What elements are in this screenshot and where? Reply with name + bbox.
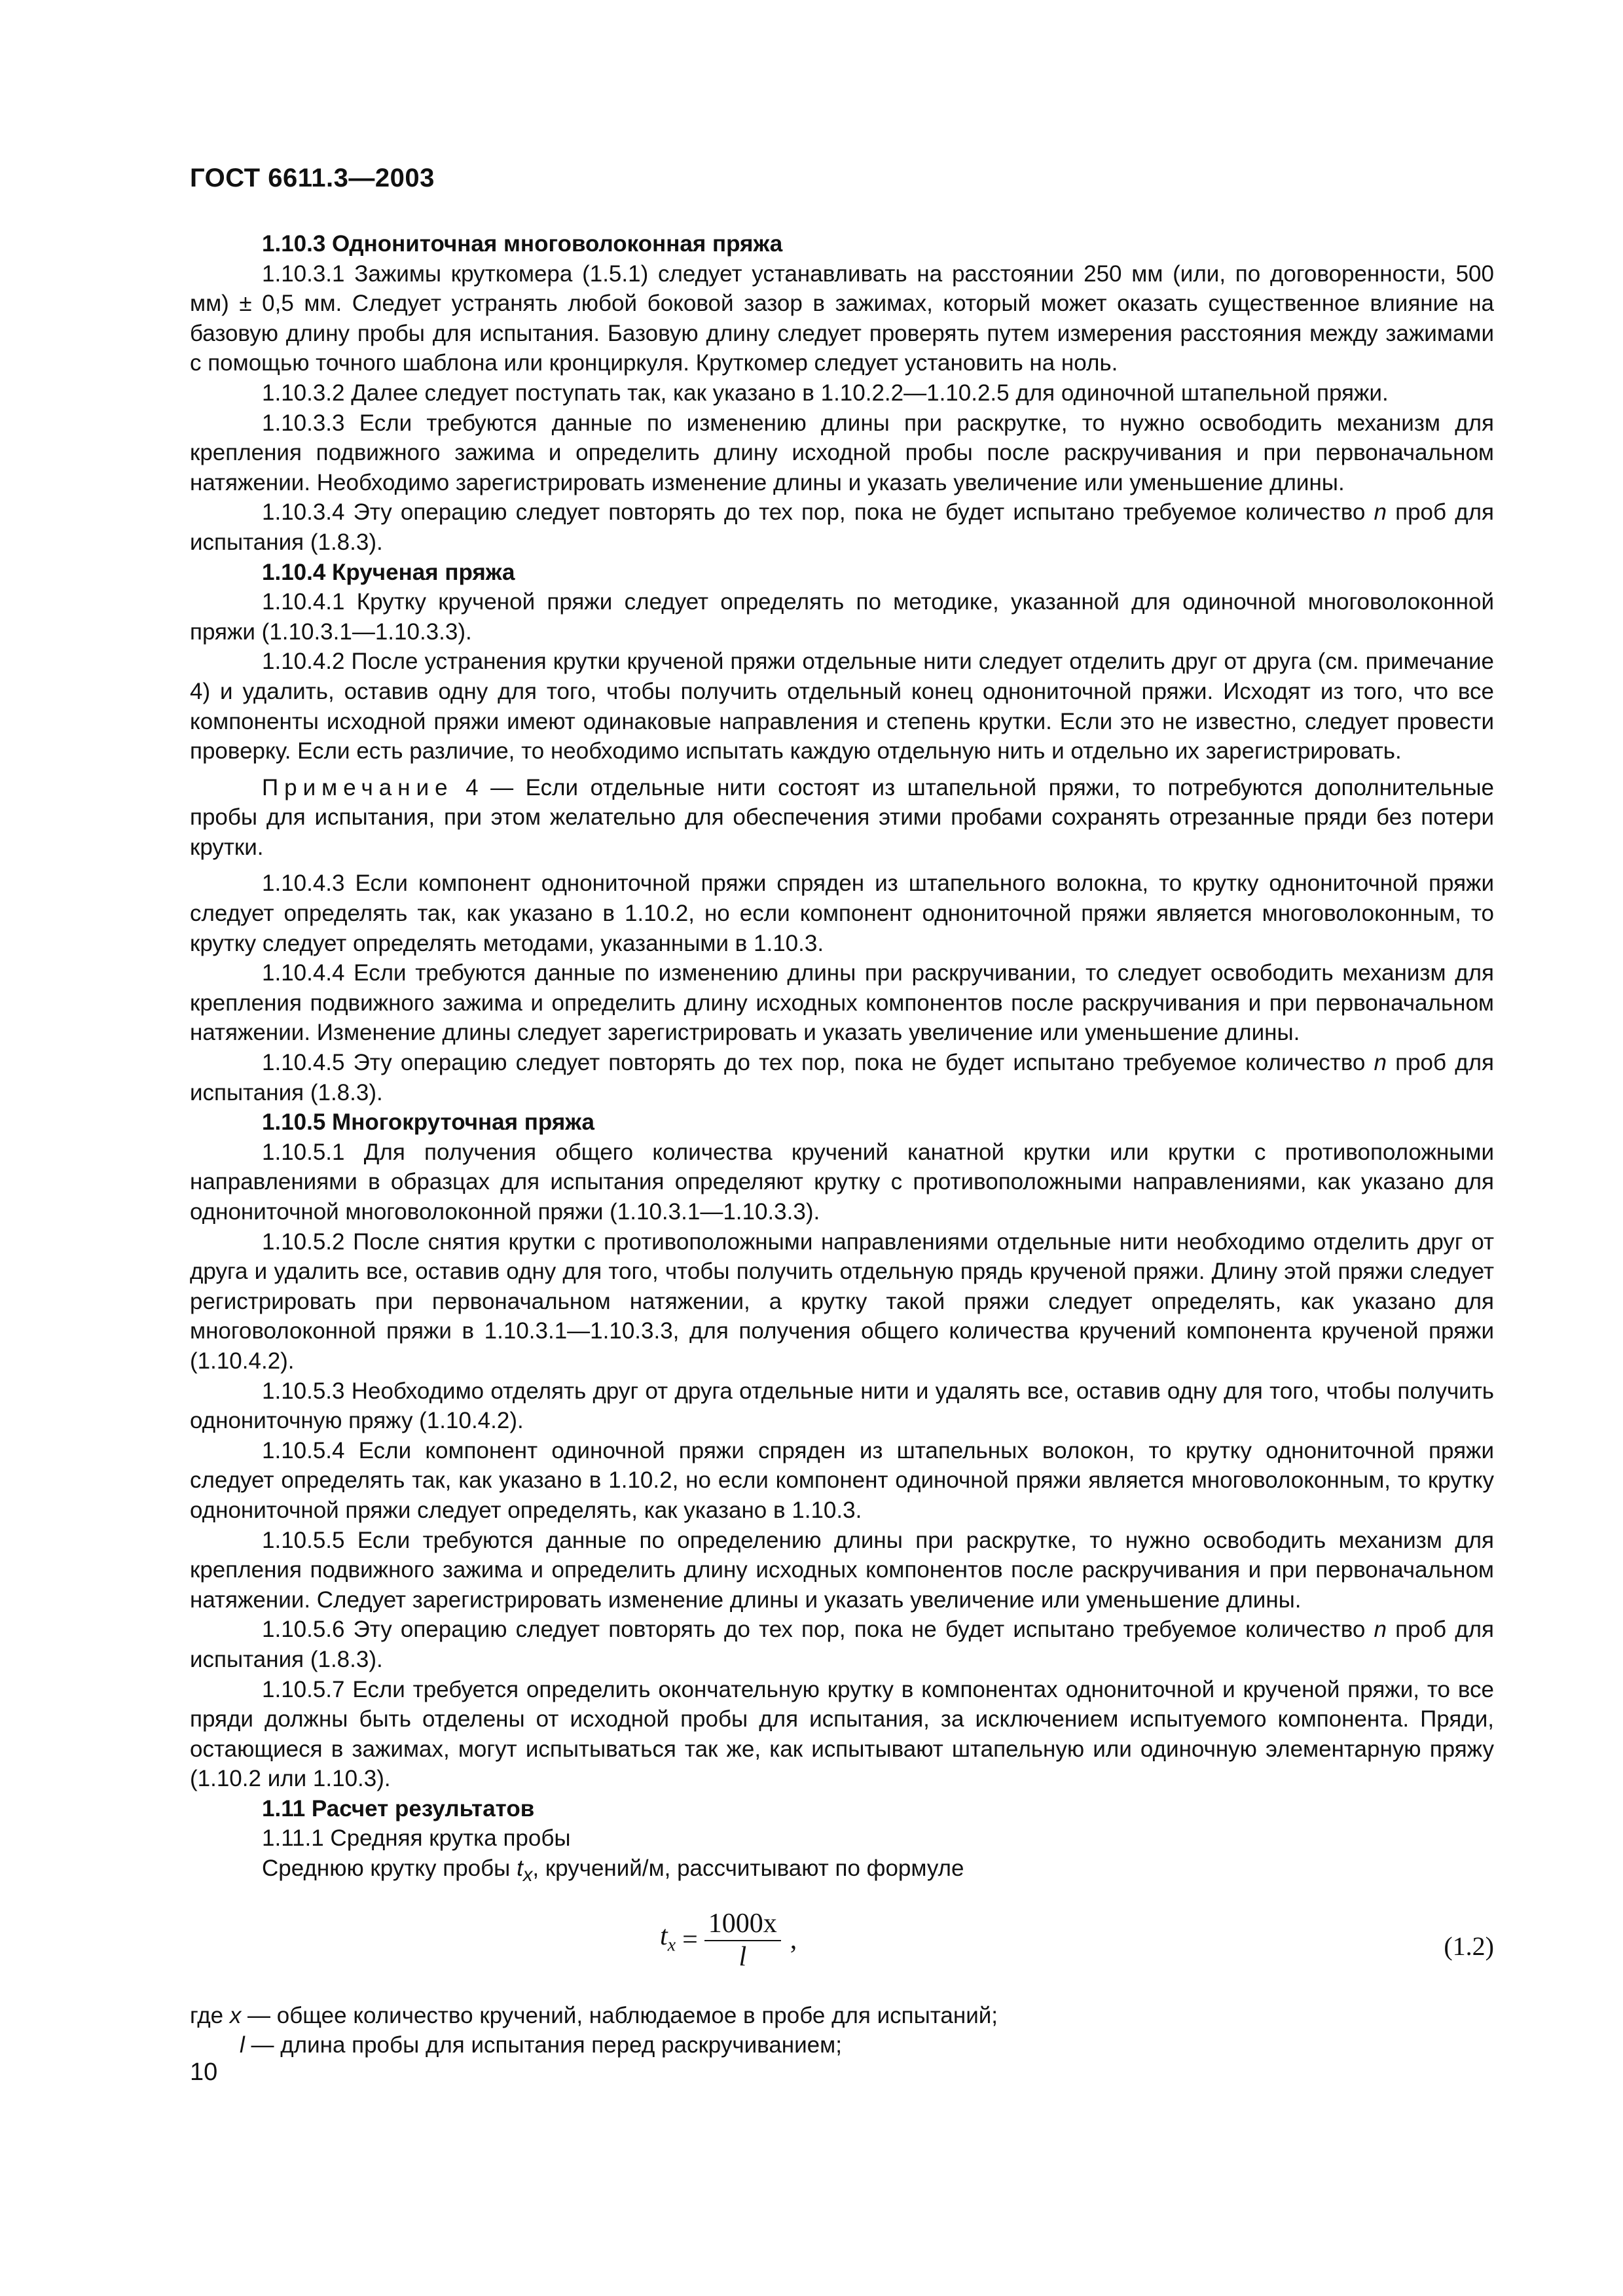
formula-equals: = — [682, 1925, 698, 1956]
formula-comma: , — [790, 1925, 797, 1956]
paragraph-text: 1.10.4.5 Эту операцию следует повторять до тех пор, пока не будет испытано требуемое количество — [262, 1050, 1374, 1076]
paragraph-text: 1.10.3.4 Эту операцию следует повторять до тех пор, пока не будет испытано требуемое количество — [262, 499, 1374, 526]
section-heading-1-11: 1.11 Расчет результатов — [262, 1795, 535, 1821]
paragraph-text: 1.10.5.6 Эту операцию следует повторять до тех пор, пока не будет испытано требуемое количество — [262, 1617, 1374, 1643]
paragraph-1-10-4-5 — [190, 1048, 1494, 1107]
paragraph-text: Среднюю крутку пробы — [262, 1856, 517, 1882]
formula-lhs-symbol: t — [660, 1920, 668, 1951]
paragraph-formula-intro — [190, 1854, 1494, 1891]
paragraph-1-10-5-2: 1.10.5.2 После снятия крутки с противоположными направлениями отдельные нити необходимо отделить друг от друга и удалить все, оставив одну для того, чтобы получить отдельную прядь крученой пряжи. Длину этой пряжи следует регистрировать при первоначальном натяжении, а крутку такой пряжи следует определять, как указано для многоволоконной пряжи в 1.10.3.1—1.10.3.3, для получения общего количества кручений компонента крученой пряжи (1.10.4.2). — [190, 1229, 1494, 1374]
paragraph-1-10-5-4: 1.10.5.4 Если компонент одиночной пряжи спряден из штапельных волокон, то крутку однониточной пряжи следует определять так, как указано в 1.10.2, но если компонент одиночной пряжи является многоволоконным, то крутку однониточной пряжи следует определять, как указано в 1.10.3. — [190, 1437, 1494, 1523]
paragraph-text: проб для испытания (1.8.3). — [190, 1617, 1494, 1672]
paragraph-text: проб для испытания (1.8.3). — [190, 499, 1494, 555]
paragraph-1-11-1: 1.11.1 Средняя крутка пробы — [262, 1825, 571, 1852]
variable-l: l — [240, 2032, 245, 2058]
paragraph-1-10-5-5: 1.10.5.5 Если требуются данные по определению длины при раскрутке, то нужно освободить механизм для крепления подвижного зажима и определить длину исходных компонентов после раскручивания и при первоначальном натяжении. Следует зарегистрировать изменение длины и указать увеличение или уменьшение длины. — [190, 1527, 1494, 1613]
note-4 — [190, 773, 1494, 863]
formula-numerator: 1000x — [704, 1909, 781, 1942]
paragraph-1-10-3-2: 1.10.3.2 Далее следует поступать так, как указано в 1.10.2.2—1.10.2.5 для одиночной штапельной пряжи. — [262, 380, 1389, 406]
variable-n: n — [1374, 1050, 1387, 1076]
where-line-l — [190, 2030, 1494, 2060]
where-prefix: где — [190, 2002, 230, 2028]
variable-t: t — [517, 1856, 523, 1882]
section-heading-1-10-3: 1.10.3 Однониточная многоволоконная пряжа — [262, 231, 783, 257]
paragraph-1-10-3-4 — [190, 497, 1494, 557]
variable-n: n — [1374, 499, 1387, 526]
paragraph-1-10-4-2: 1.10.4.2 После устранения крутки крученой пряжи отдельные нити следует отделить друг от друга (см. примечание 4) и удалить, оставив одну для того, чтобы получить отдельный конец однониточной пряжи. Исходят из того, что все компоненты исходной пряжи имеют одинаковые направления и степень крутки. Если это не известно, следует провести проверку. Если есть различие, то необходимо испытать каждую отдельную нить и отдельно их зарегистрировать. — [190, 649, 1494, 764]
note-text: 4 — Если отдельные нити состоят из штапельной пряжи, то потребуются дополнительные пробы для испытания, при этом желательно для обеспечения этими пробами сохранять отрезанные пряди без потери крутки. — [190, 774, 1494, 860]
where-text: — длина пробы для испытания перед раскручиванием; — [244, 2032, 842, 2058]
variable-n: n — [1374, 1617, 1387, 1643]
paragraph-1-10-5-1: 1.10.5.1 Для получения общего количества кручений канатной крутки или крутки с противоположными направлениями в образцах для испытания определяют крутку с противоположными направлениями, как указано для однониточной многоволоконной пряжи (1.10.3.1—1.10.3.3). — [190, 1139, 1494, 1225]
where-text: — общее количество кручений, наблюдаемое в пробе для испытаний; — [241, 2002, 998, 2028]
equation-number: (1.2) — [1444, 1931, 1494, 1961]
section-heading-1-10-4: 1.10.4 Крученая пряжа — [262, 559, 515, 585]
note-label: Примечание — [262, 774, 454, 800]
paragraph-1-10-5-6 — [190, 1615, 1494, 1674]
page-number: 10 — [190, 2058, 218, 2086]
document-header: ГОСТ 6611.3—2003 — [190, 164, 435, 192]
paragraph-1-10-3-1: 1.10.3.1 Зажимы круткомера (1.5.1) следует устанавливать на расстоянии 250 мм (или, по договоренности, 500 мм) ± 0,5 мм. Следует устранять любой боковой зазор в зажимах, который может оказать существенное влияние на базовую длину пробы для испытания. Базовую длину следует проверять путем измерения расстояния между зажимами с помощью точного шаблона или кронциркуля. Круткомер следует установить на ноль. — [190, 260, 1494, 376]
formula-1-2 — [660, 1909, 797, 1973]
formula-fraction — [704, 1909, 781, 1973]
formula-lhs-subscript: x — [667, 1935, 676, 1956]
formula-denominator: l — [739, 1942, 747, 1973]
paragraph-1-10-4-3: 1.10.4.3 Если компонент однониточной пряжи спряден из штапельного волокна, то крутку однониточной пряжи следует определять так, как указано в 1.10.2, но если компонент однониточной пряжи является многоволоконным, то крутку следует определять методами, указанными в 1.10.3. — [190, 870, 1494, 956]
paragraph-1-10-5-3: 1.10.5.3 Необходимо отделять друг от друга отдельные нити и удалять все, оставив одну для того, чтобы получить однониточную пряжу (1.10.4.2). — [190, 1378, 1494, 1434]
paragraph-1-10-4-4: 1.10.4.4 Если требуются данные по изменению длины при раскручивании, то следует освободить механизм для крепления подвижного зажима и определить длину исходных компонентов после раскручивания и при первоначальном натяжении. Изменение длины следует зарегистрировать и указать увеличение или уменьшение длины. — [190, 960, 1494, 1046]
formula-lhs — [660, 1922, 676, 1960]
paragraph-1-10-5-7: 1.10.5.7 Если требуется определить окончательную крутку в компонентах однониточной и крученой пряжи, то все пряди должны быть отделены от исходной пробы для испытания, за исключением испытуемого компонента. Пряди, остающиеся в зажимах, могут испытываться так же, как испытывают штапельную или одиночную элементарную пряжу (1.10.2 или 1.10.3). — [190, 1676, 1494, 1792]
document-body — [190, 229, 1494, 2060]
where-line-x — [190, 2001, 1494, 2031]
variable-subscript-x: x — [522, 1865, 533, 1886]
paragraph-1-10-4-1: 1.10.4.1 Крутку крученой пряжи следует определять по методике, указанной для одиночной многоволоконной пряжи (1.10.3.1—1.10.3.3). — [190, 589, 1494, 645]
paragraph-text: проб для испытания (1.8.3). — [190, 1050, 1494, 1105]
formula-block — [190, 1903, 1494, 2001]
variable-x: x — [229, 2002, 242, 2028]
section-heading-1-10-5: 1.10.5 Многокруточная пряжа — [262, 1109, 594, 1136]
paragraph-text: , кручений/м, рассчитывают по формуле — [532, 1856, 964, 1882]
paragraph-1-10-3-3: 1.10.3.3 Если требуются данные по изменению длины при раскрутке, то нужно освободить механизм для крепления подвижного зажима и определить длину исходной пробы после раскручивания и при первоначальном натяжении. Необходимо зарегистрировать изменение длины и указать увеличение или уменьшение длины. — [190, 410, 1494, 495]
